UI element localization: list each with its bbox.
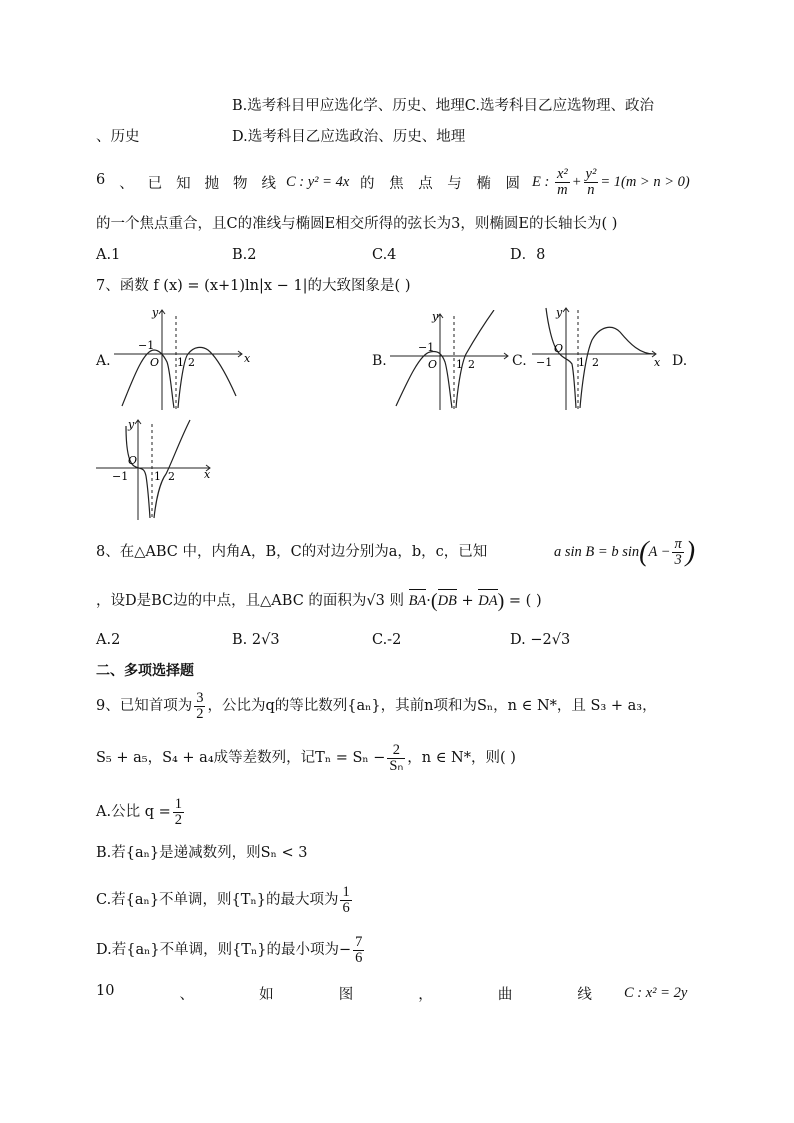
q8-stem-line2: ，设D是BC边的中点，且△ABC 的面积为√3 则 BA·(DB + DA) = ( ) [96,590,542,612]
axis-y-label: y [556,306,563,319]
tick-label: −1 [112,470,129,483]
q7-label-d: D. [672,353,688,369]
q8-option-a: A.2 [96,632,121,648]
tick-label: 1 [154,470,161,483]
q8-condition: a sin B = b sin(A − $\frac{\pi}{3}$ ) [554,536,696,569]
q6-option-c: C.4 [372,247,397,263]
origin-label: O [150,356,160,369]
q9-stem-line2: S₅ + a₅，S₄ + a₄成等差数列，记Tₙ = Sₙ − $\frac{2}{\text{Sₙ}}$ ，n ∈ N*，则( ) [96,741,516,774]
axis-x-label: x [204,468,211,481]
tick-label: 2 [468,358,475,371]
tick-label: −1 [418,341,435,354]
axis-y-label: y [128,418,135,431]
section-heading: 二、多项选择题 [96,663,194,679]
q8-option-b: B. 2√3 [232,632,280,648]
q6-option-d: D．8 [510,247,546,263]
q7-graph-a [114,306,250,410]
option-continuation: 、历史 [96,129,140,145]
q7-label-c: C. [512,353,527,369]
q6-option-b: B.2 [232,247,257,263]
origin-label: O [128,454,138,467]
q6-stem-line2: 的一个焦点重合，且C的准线与椭圆E相交所得的弦长为3，则椭圆E的长轴长为( ) [96,216,618,232]
q6-stem-spread: 6 、 已 知 抛 物 线 [96,172,276,192]
axis-y-label: y [432,310,439,323]
q9-option-b: B.若{aₙ}是递减数列，则Sₙ < 3 [96,845,308,861]
q9-option-a: A.公比 q = $\frac{1}{2}$ [96,795,182,828]
axis-x-label: x [654,356,660,369]
tick-label: 1 [177,356,184,369]
tick-label: 2 [188,356,195,369]
origin-label: O [428,358,438,371]
q8-stem: 8、在△ABC 中，内角A，B，C的对边分别为a，b，c，已知 [96,544,488,560]
q8-option-c: C.-2 [372,632,402,648]
axis-x-label: x [244,352,250,365]
axis-y-label: y [152,306,159,319]
q7-graph-d [96,416,216,520]
q7-label-a: A. [96,353,111,369]
q7-graph-b [390,310,514,410]
q8-option-d: D. −2√3 [510,632,571,648]
tick-label: −1 [138,339,155,352]
tick-label: 1 [578,356,585,369]
q6-stem-spread-2: 的 焦 点 与 椭 圆 [360,176,520,192]
q6-parabola: C : y² = 4x [286,174,350,190]
origin-label: O [554,342,564,355]
q7-graph-c [528,304,660,410]
q9-option-d: D.若{aₙ}不单调，则{Tₙ}的最小项为− $\frac{7}{6}$ [96,933,363,966]
option-b-q5: B.选考科目甲应选化学、历史、地理C.选考科目乙应选物理、政治 [232,98,654,114]
option-d-q5: D.选考科目乙应选政治、历史、地理 [232,129,466,145]
tick-label: 2 [592,356,599,369]
q10-stem-spread: 10 、 如 图 ， 曲 线 [96,983,592,1003]
q9-stem-line1: 9、已知首项为 $\frac{3}{2}$ ，公比为q的等比数列{aₙ}，其前n项和为Sₙ，n ∈ N*，且 S₃ + a₃， [96,689,657,722]
tick-label: 1 [456,358,463,371]
q9-option-c: C.若{aₙ}不单调，则{Tₙ}的最大项为 $\frac{1}{6}$ [96,883,350,916]
q6-option-a: A.1 [96,247,121,263]
q7-stem: 7、函数 f (x) = (x+1)ln|x − 1|的大致图象是( ) [96,278,411,294]
tick-label: −1 [536,356,553,369]
q7-label-b: B. [372,353,387,369]
q10-curve: C : x² = 2y [624,985,688,1001]
q6-ellipse-equation: E : $\frac{\text{x²}}{m}$ + $\frac{\text{y²}}{n}$ = 1(m > n > 0) [532,166,690,199]
tick-label: 2 [168,470,175,483]
